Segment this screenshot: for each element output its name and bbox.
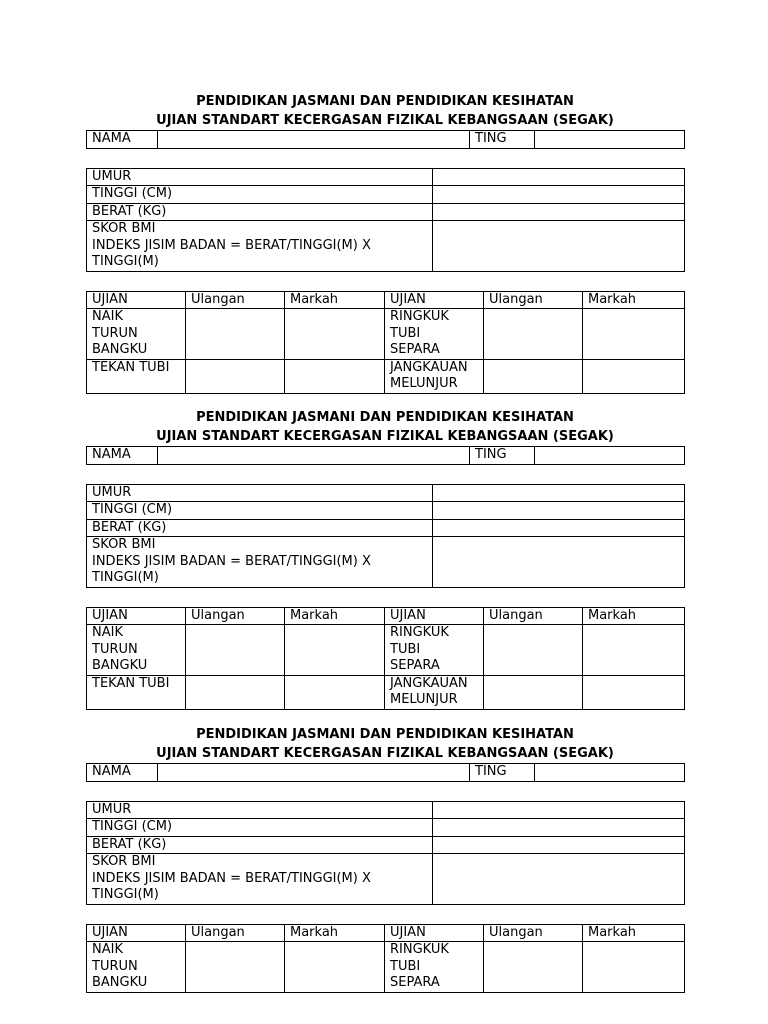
markah-field[interactable] xyxy=(583,675,685,709)
umur-label: UMUR xyxy=(87,484,433,502)
markah-field[interactable] xyxy=(583,359,685,393)
header-ulangan: Ulangan xyxy=(186,607,285,625)
header-ujian: UJIAN xyxy=(87,924,186,942)
markah-field[interactable] xyxy=(583,625,685,676)
header-markah: Markah xyxy=(285,291,385,309)
test-tekan-tubi: TEKAN TUBI xyxy=(87,359,186,393)
header-markah: Markah xyxy=(285,924,385,942)
test-naik-turun-bangku: NAIK TURUN BANGKU xyxy=(87,625,186,676)
header-ulangan: Ulangan xyxy=(186,291,285,309)
tinggi-label: TINGGI (CM) xyxy=(87,502,433,520)
ulangan-field[interactable] xyxy=(186,359,285,393)
form-title-1: PENDIDIKAN JASMANI DAN PENDIDIKAN KESIHATAN xyxy=(196,727,574,742)
form-title-2: UJIAN STANDART KECERGASAN FIZIKAL KEBANGSAAN (SEGAK) xyxy=(156,113,614,128)
umur-field[interactable] xyxy=(433,168,685,186)
name-label: NAMA xyxy=(87,764,158,782)
umur-field[interactable] xyxy=(433,801,685,819)
test-table xyxy=(86,291,685,394)
form-title-1: PENDIDIKAN JASMANI DAN PENDIDIKAN KESIHATAN xyxy=(196,94,574,109)
ulangan-field[interactable] xyxy=(484,625,583,676)
bmi-label: SKOR BMI INDEKS JISIM BADAN = BERAT/TINGGI(M) X TINGGI(M) xyxy=(87,221,433,272)
berat-field[interactable] xyxy=(433,203,685,221)
markah-field[interactable] xyxy=(285,309,385,360)
segak-form-2 xyxy=(86,408,684,710)
ting-field[interactable] xyxy=(535,131,685,149)
segak-form-3 xyxy=(86,725,684,993)
test-jangkauan-melunjur: JANGKAUAN MELUNJUR xyxy=(385,675,484,709)
name-table xyxy=(86,130,685,149)
bmi-field[interactable] xyxy=(433,854,685,905)
test-ringkuk-tubi-separa: RINGKUK TUBI SEPARA xyxy=(385,309,484,360)
name-label: NAMA xyxy=(87,131,158,149)
ulangan-field[interactable] xyxy=(186,625,285,676)
markah-field[interactable] xyxy=(285,359,385,393)
header-ujian: UJIAN xyxy=(385,607,484,625)
bmi-field[interactable] xyxy=(433,537,685,588)
test-ringkuk-tubi-separa: RINGKUK TUBI SEPARA xyxy=(385,942,484,993)
bmi-label: SKOR BMI INDEKS JISIM BADAN = BERAT/TINGGI(M) X TINGGI(M) xyxy=(87,537,433,588)
tinggi-field[interactable] xyxy=(433,502,685,520)
header-ulangan: Ulangan xyxy=(484,924,583,942)
berat-label: BERAT (KG) xyxy=(87,519,433,537)
markah-field[interactable] xyxy=(285,675,385,709)
markah-field[interactable] xyxy=(285,625,385,676)
form-title-2: UJIAN STANDART KECERGASAN FIZIKAL KEBANGSAAN (SEGAK) xyxy=(156,746,614,761)
name-table xyxy=(86,446,685,465)
test-naik-turun-bangku: NAIK TURUN BANGKU xyxy=(87,309,186,360)
ulangan-field[interactable] xyxy=(186,309,285,360)
info-table xyxy=(86,801,685,905)
form-title-1: PENDIDIKAN JASMANI DAN PENDIDIKAN KESIHATAN xyxy=(196,410,574,425)
ting-label: TING xyxy=(470,131,535,149)
ulangan-field[interactable] xyxy=(484,359,583,393)
umur-label: UMUR xyxy=(87,801,433,819)
tinggi-label: TINGGI (CM) xyxy=(87,186,433,204)
header-ulangan: Ulangan xyxy=(484,291,583,309)
markah-field[interactable] xyxy=(583,942,685,993)
ulangan-field[interactable] xyxy=(484,675,583,709)
markah-field[interactable] xyxy=(583,309,685,360)
header-markah: Markah xyxy=(583,607,685,625)
ting-field[interactable] xyxy=(535,447,685,465)
umur-field[interactable] xyxy=(433,484,685,502)
test-table xyxy=(86,924,685,993)
info-table xyxy=(86,484,685,588)
umur-label: UMUR xyxy=(87,168,433,186)
header-ujian: UJIAN xyxy=(87,607,186,625)
test-ringkuk-tubi-separa: RINGKUK TUBI SEPARA xyxy=(385,625,484,676)
test-table xyxy=(86,607,685,710)
ulangan-field[interactable] xyxy=(186,942,285,993)
bmi-field[interactable] xyxy=(433,221,685,272)
header-markah: Markah xyxy=(583,924,685,942)
ulangan-field[interactable] xyxy=(484,942,583,993)
ulangan-field[interactable] xyxy=(186,675,285,709)
tinggi-field[interactable] xyxy=(433,819,685,837)
test-naik-turun-bangku: NAIK TURUN BANGKU xyxy=(87,942,186,993)
berat-field[interactable] xyxy=(433,519,685,537)
test-tekan-tubi: TEKAN TUBI xyxy=(87,675,186,709)
markah-field[interactable] xyxy=(285,942,385,993)
berat-field[interactable] xyxy=(433,836,685,854)
segak-form-1 xyxy=(86,92,684,394)
header-ujian: UJIAN xyxy=(87,291,186,309)
name-field[interactable] xyxy=(158,447,470,465)
ting-field[interactable] xyxy=(535,764,685,782)
tinggi-field[interactable] xyxy=(433,186,685,204)
ulangan-field[interactable] xyxy=(484,309,583,360)
header-ujian: UJIAN xyxy=(385,924,484,942)
name-field[interactable] xyxy=(158,131,470,149)
berat-label: BERAT (KG) xyxy=(87,836,433,854)
form-title-2: UJIAN STANDART KECERGASAN FIZIKAL KEBANGSAAN (SEGAK) xyxy=(156,429,614,444)
header-markah: Markah xyxy=(583,291,685,309)
name-table xyxy=(86,763,685,782)
name-field[interactable] xyxy=(158,764,470,782)
berat-label: BERAT (KG) xyxy=(87,203,433,221)
bmi-label: SKOR BMI INDEKS JISIM BADAN = BERAT/TINGGI(M) X TINGGI(M) xyxy=(87,854,433,905)
header-ujian: UJIAN xyxy=(385,291,484,309)
header-markah: Markah xyxy=(285,607,385,625)
ting-label: TING xyxy=(470,764,535,782)
header-ulangan: Ulangan xyxy=(186,924,285,942)
tinggi-label: TINGGI (CM) xyxy=(87,819,433,837)
header-ulangan: Ulangan xyxy=(484,607,583,625)
name-label: NAMA xyxy=(87,447,158,465)
info-table xyxy=(86,168,685,272)
test-jangkauan-melunjur: JANGKAUAN MELUNJUR xyxy=(385,359,484,393)
ting-label: TING xyxy=(470,447,535,465)
